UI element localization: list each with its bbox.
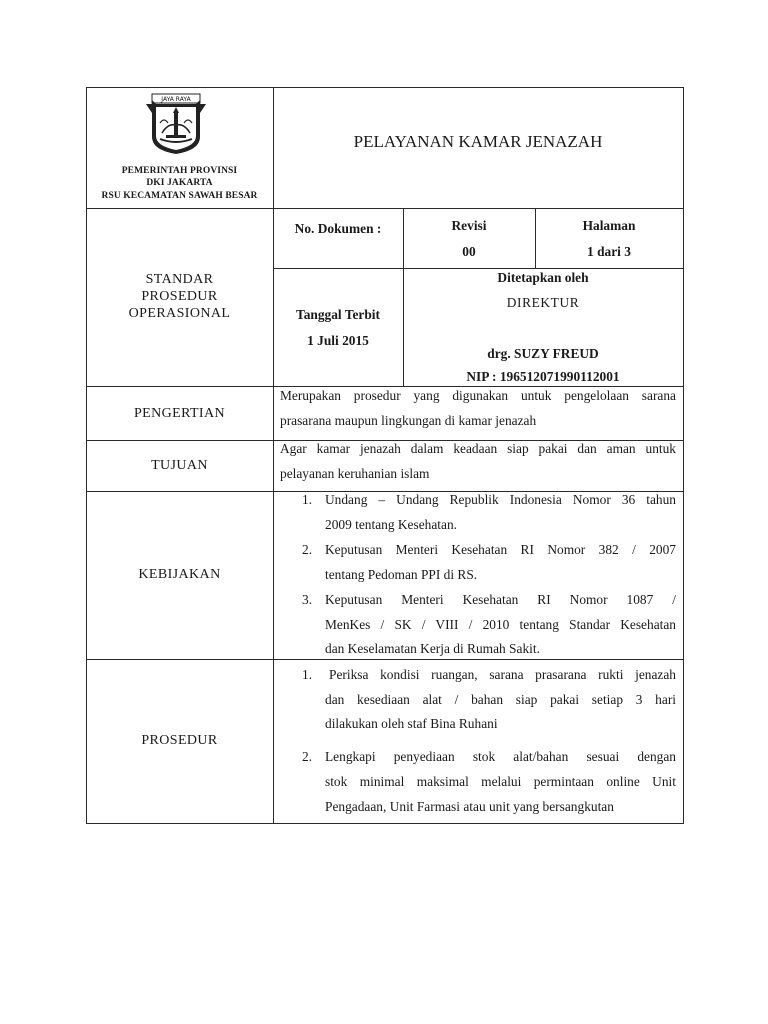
prosedur-item-line: stok minimal maksimal melalui permintaan online Unit	[325, 774, 676, 789]
column-divider	[273, 87, 274, 824]
sop-label-line: OPERASIONAL	[128, 306, 231, 321]
logo-text: JAYA RAYA	[161, 96, 191, 104]
signatory-nip: NIP : 196512071990112001	[466, 369, 620, 384]
revisi-label: Revisi	[451, 218, 487, 233]
section-label-pengertian: PENGERTIAN	[133, 406, 226, 421]
kebijakan-item-line: 2009 tentang Kesehatan.	[325, 517, 458, 532]
pengertian-text-line: Merupakan prosedur yang digunakan untuk pengelolaan sarana	[280, 388, 676, 403]
no-dokumen-label: No. Dokumen :	[294, 221, 382, 236]
kebijakan-item-line: MenKes / SK / VIII / 2010 tentang Standar Kesehatan	[325, 617, 676, 632]
kebijakan-item-line: Undang – Undang Republik Indonesia Nomor 36 tahun	[325, 492, 676, 507]
kebijakan-item-number: 2.	[302, 542, 313, 557]
tanggal-terbit-value: 1 Juli 2015	[307, 333, 369, 348]
kebijakan-item-number: 3.	[302, 592, 313, 607]
kebijakan-item-number: 1.	[302, 492, 313, 507]
table-border-top	[86, 87, 684, 88]
row-divider	[86, 208, 684, 209]
sop-label-line: STANDAR	[145, 272, 214, 287]
prosedur-item-line: Lengkapi penyediaan stok alat/bahan sesuai dengan	[325, 749, 676, 764]
pengertian-text-line: prasarana maupun lingkungan di kamar jenazah	[280, 413, 537, 428]
halaman-value: 1 dari 3	[587, 244, 631, 259]
prosedur-item-line: Pengadaan, Unit Farmasi atau unit yang bersangkutan	[325, 799, 614, 814]
row-divider	[273, 268, 684, 269]
kebijakan-item-line: Keputusan Menteri Kesehatan RI Nomor 1087 /	[325, 592, 676, 607]
halaman-label: Halaman	[582, 218, 636, 233]
jaya-raya-emblem-icon	[146, 93, 206, 155]
row-divider	[86, 386, 684, 387]
tujuan-text-line: pelayanan keruhanian islam	[280, 466, 430, 481]
kebijakan-item-line: Keputusan Menteri Kesehatan RI Nomor 382 / 2007	[325, 542, 676, 557]
tanggal-terbit-label: Tanggal Terbit	[296, 307, 380, 322]
kebijakan-item-line: tentang Pedoman PPI di RS.	[325, 567, 478, 582]
prosedur-item-line: dilakukan oleh staf Bina Ruhani	[325, 716, 498, 731]
section-label-tujuan: TUJUAN	[151, 458, 208, 473]
tujuan-text-line: Agar kamar jenazah dalam keadaan siap pakai dan aman untuk	[280, 441, 676, 456]
table-border-right	[683, 87, 684, 824]
prosedur-item-line: Periksa kondisi ruangan, sarana prasarana rukti jenazah	[329, 667, 676, 682]
prosedur-item-line: dan kesediaan alat / bahan siap pakai setiap 3 hari	[325, 692, 676, 707]
section-label-prosedur: PROSEDUR	[141, 733, 218, 748]
section-label-kebijakan: KEBIJAKAN	[138, 567, 221, 582]
org-line: DKI JAKARTA	[146, 178, 213, 188]
org-line: PEMERINTAH PROVINSI	[121, 166, 238, 176]
table-border-bottom	[86, 823, 684, 824]
jabatan: DIREKTUR	[506, 295, 580, 310]
row-divider	[86, 659, 684, 660]
kebijakan-item-line: dan Keselamatan Kerja di Rumah Sakit.	[325, 641, 540, 656]
signatory-name: drg. SUZY FREUD	[487, 346, 599, 361]
prosedur-item-number: 1.	[302, 667, 313, 682]
revisi-value: 00	[462, 244, 476, 259]
org-line: RSU KECAMATAN SAWAH BESAR	[101, 191, 258, 201]
document-title: PELAYANAN KAMAR JENAZAH	[353, 132, 603, 151]
sop-label-line: PROSEDUR	[141, 289, 218, 304]
prosedur-item-number: 2.	[302, 749, 313, 764]
ditetapkan-label: Ditetapkan oleh	[497, 270, 589, 285]
